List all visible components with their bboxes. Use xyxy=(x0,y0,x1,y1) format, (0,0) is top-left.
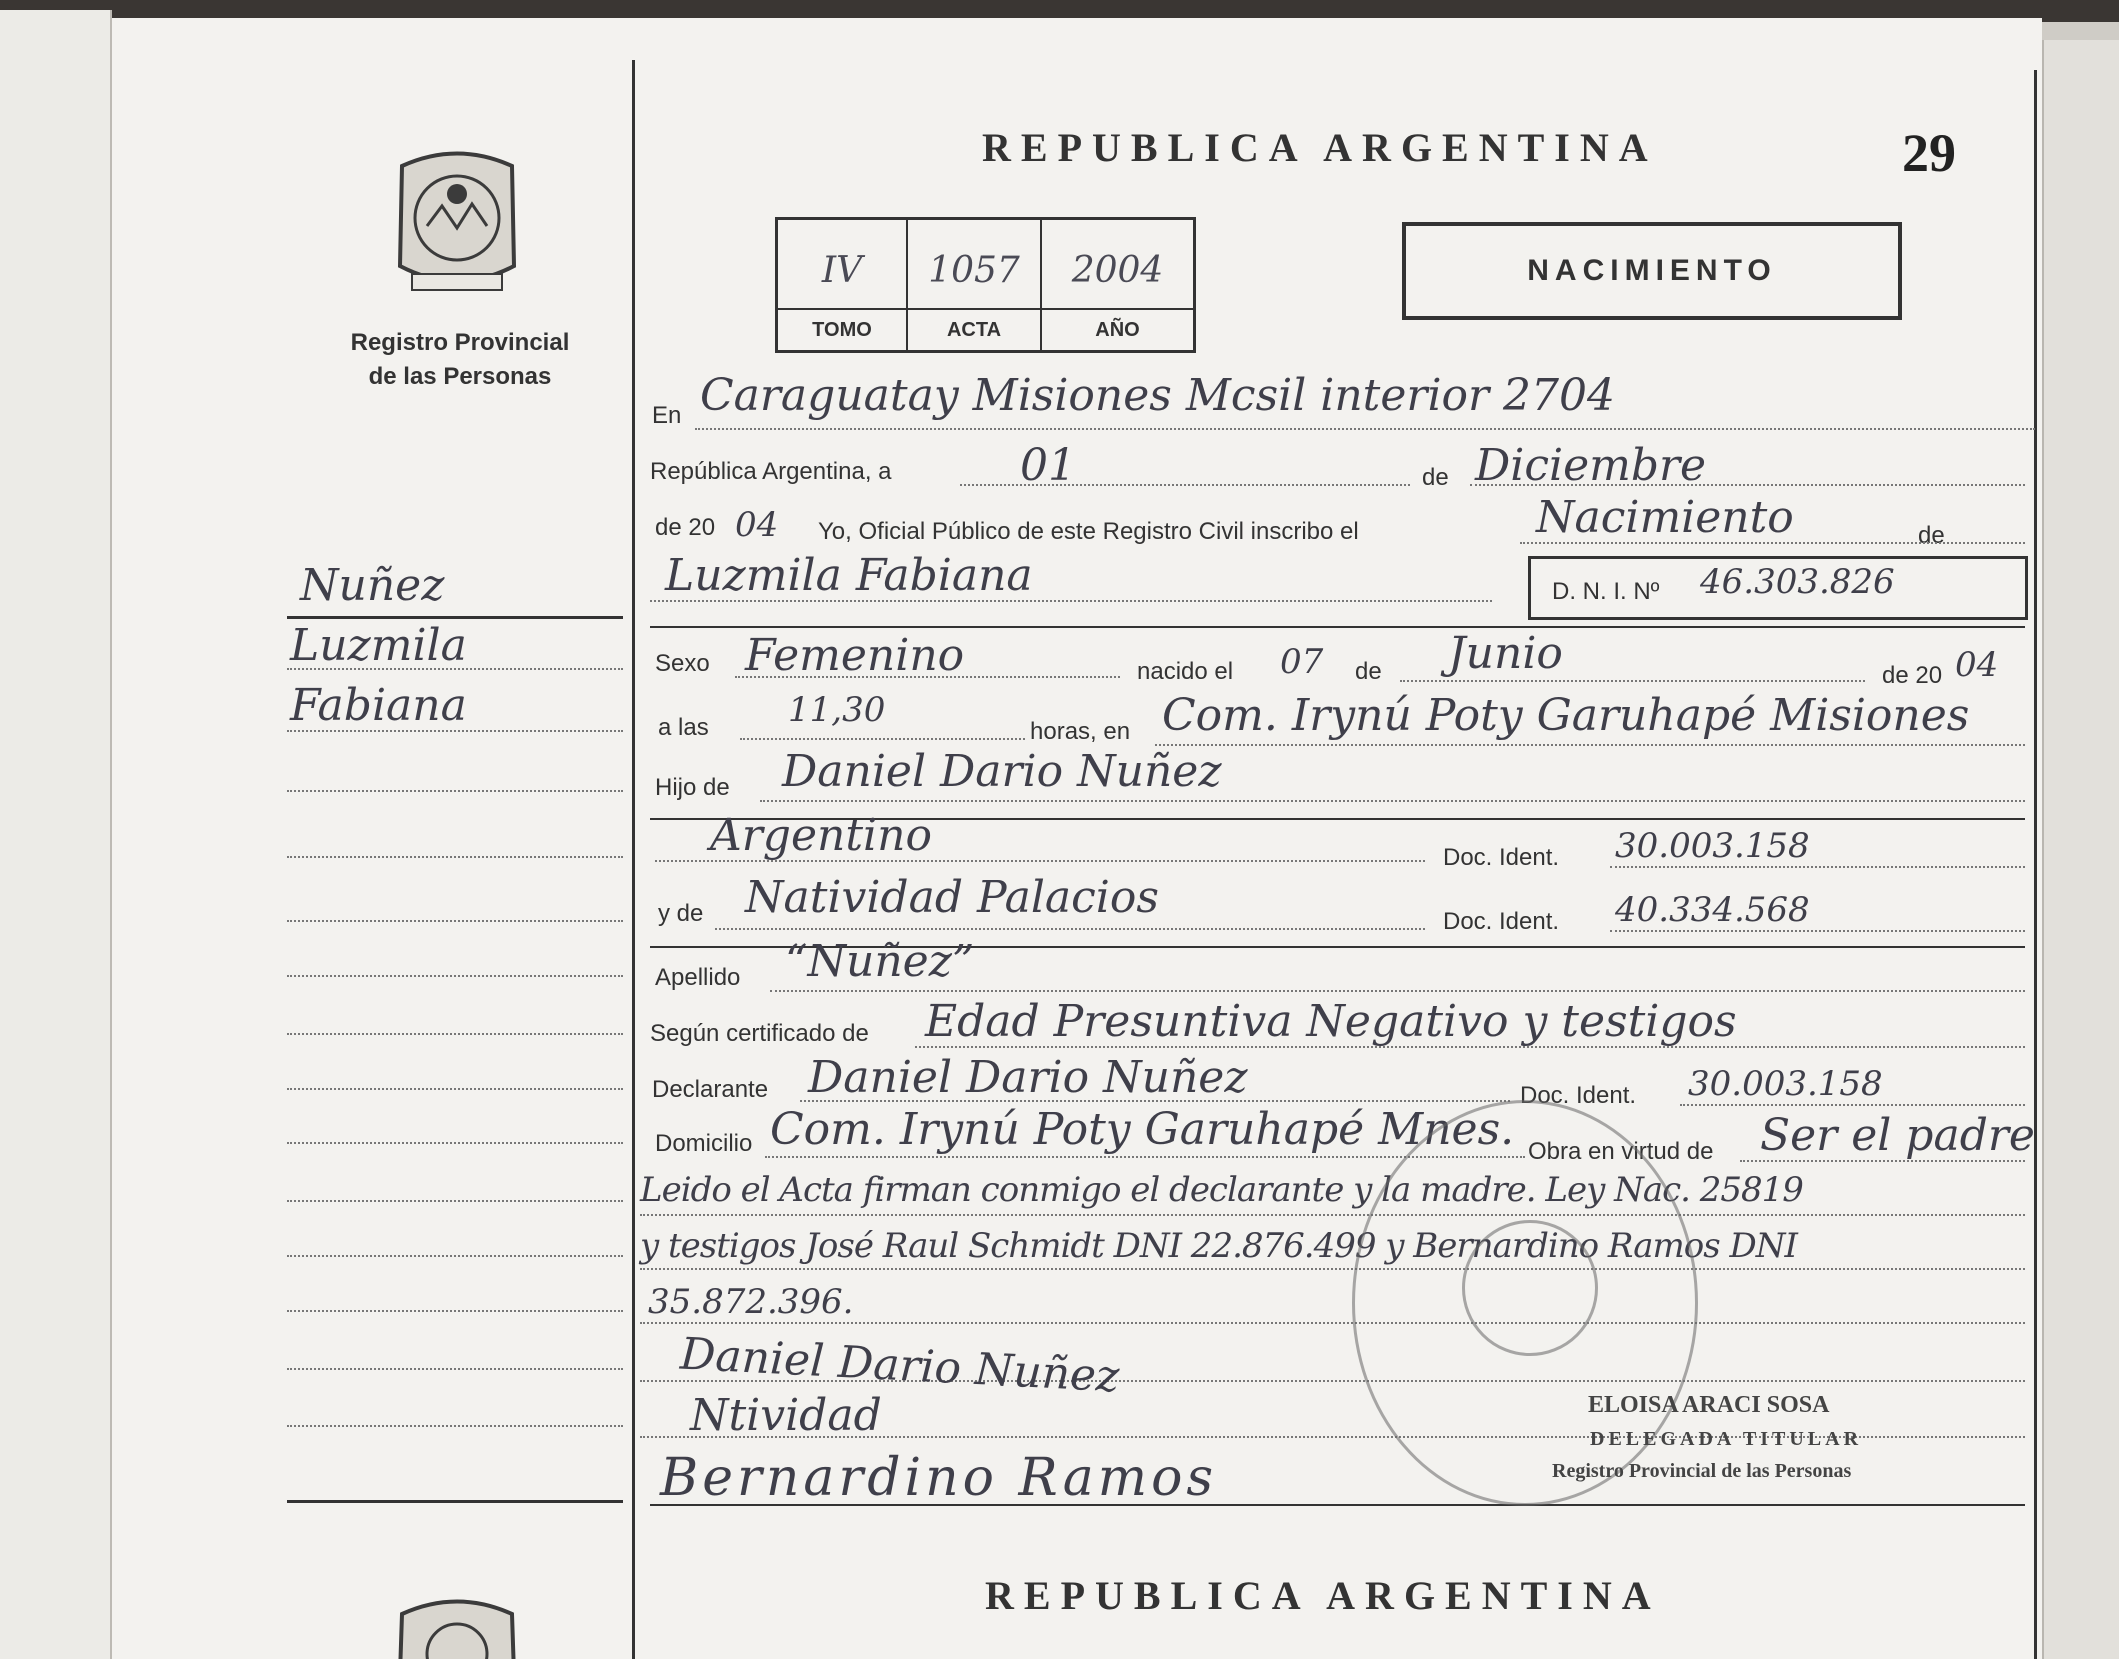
mother-name: Natividad Palacios xyxy=(745,872,1159,923)
apellido-label: Apellido xyxy=(655,964,741,991)
note-line-a: Leido el Acta firman conmigo el declarante y la madre. Ley Nac. 25819 xyxy=(640,1170,1803,1210)
signature-mother: Ntividad xyxy=(690,1390,882,1441)
note-rule-c xyxy=(640,1322,2025,1324)
mother-doc-line xyxy=(1610,930,2025,932)
hijo-label: Hijo de xyxy=(655,774,730,801)
record-type-box: NACIMIENTO xyxy=(1402,222,1902,320)
margin-line xyxy=(287,856,623,858)
domicilio-value: Com. Irynú Poty Garuhapé Mnes. xyxy=(770,1104,1515,1155)
registry-label xyxy=(330,326,590,394)
sexo-label: Sexo xyxy=(655,650,710,677)
apellido-value: “Nuñez” xyxy=(785,936,975,987)
official-office: Registro Provincial de las Personas xyxy=(1552,1460,1852,1482)
de3-label: de xyxy=(1355,658,1382,685)
yo-label: Yo, Oficial Público de este Registro Civil inscribo el xyxy=(818,518,1359,545)
margin-line xyxy=(287,668,623,670)
ano-cell xyxy=(1042,220,1193,350)
margin-line xyxy=(287,975,623,977)
previous-page-edge xyxy=(0,10,112,1659)
margin-line xyxy=(287,1142,623,1144)
mother-doc: 40.334.568 xyxy=(1615,890,1810,930)
father-line xyxy=(760,800,2025,802)
declarante-doc-line xyxy=(1680,1104,2025,1106)
de204-label: de 20 xyxy=(1882,662,1943,689)
official-role: DELEGADA TITULAR xyxy=(1590,1428,1863,1450)
note-line-c: 35.872.396. xyxy=(648,1282,854,1322)
en-value: Caraguatay Misiones Mcsil interior 2704 xyxy=(700,370,1615,421)
margin-line xyxy=(287,790,623,792)
birth-month: Junio xyxy=(1448,628,1563,679)
obra-label: Obra en virtud de xyxy=(1528,1138,1714,1165)
acta-cell xyxy=(908,220,1040,350)
margin-line xyxy=(287,1200,623,1202)
nacido-label: nacido el xyxy=(1137,658,1234,685)
margin-line xyxy=(287,920,623,922)
day-line xyxy=(960,484,1410,486)
margin-rule-bottom xyxy=(287,1500,623,1503)
margin-name2: Fabiana xyxy=(290,680,467,731)
obra-value: Ser el padre xyxy=(1760,1110,2035,1161)
province-seal-icon-bottom xyxy=(382,1594,532,1659)
tomo-value: IV xyxy=(821,250,863,291)
father-nationality: Argentino xyxy=(710,810,932,861)
mother-line xyxy=(715,928,1425,930)
domicilio-label: Domicilio xyxy=(655,1130,753,1157)
father-doc-line xyxy=(1610,866,2025,868)
declarante-line xyxy=(800,1100,1510,1102)
certificado-value: Edad Presuntiva Negativo y testigos xyxy=(925,996,1737,1047)
dni-label: D. N. I. Nº xyxy=(1552,578,1660,605)
alas-label: a las xyxy=(658,714,709,741)
column-divider-left xyxy=(632,60,635,1659)
acta-value: 1057 xyxy=(928,250,1020,291)
apellido-line xyxy=(770,990,2025,992)
sexo-value: Femenino xyxy=(745,630,965,681)
official-name: ELOISA ARACI SOSA xyxy=(1588,1392,1830,1418)
declarante-value: Daniel Dario Nuñez xyxy=(808,1052,1248,1103)
margin-line xyxy=(287,1088,623,1090)
place-value: Com. Irynú Poty Garuhapé Misiones xyxy=(1162,690,1970,741)
registry-stamp-inner xyxy=(1462,1220,1598,1356)
nat-line xyxy=(655,860,1425,862)
next-page-edge xyxy=(2042,40,2119,1659)
declarante-doc: 30.003.158 xyxy=(1688,1064,1883,1104)
birth-year-suffix: 04 xyxy=(1955,645,1999,685)
month-value: Diciembre xyxy=(1475,440,1707,491)
declarante-label: Declarante xyxy=(652,1076,769,1103)
page-title: REPUBLICA ARGENTINA xyxy=(982,125,1658,170)
section-rule xyxy=(650,626,2025,628)
tomo-label: TOMO xyxy=(812,319,872,341)
dni-value: 46.303.826 xyxy=(1700,562,1895,602)
margin-line xyxy=(287,730,623,732)
birth-day: 07 xyxy=(1280,642,1324,682)
year-suffix: 04 xyxy=(735,505,779,545)
de-label: de xyxy=(1422,464,1449,491)
ano-label: AÑO xyxy=(1095,319,1140,341)
margin-surname: Nuñez xyxy=(300,560,445,611)
margin-line xyxy=(287,1033,623,1035)
registry-label-line1: Registro Provincial xyxy=(350,329,570,356)
en-label: En xyxy=(652,402,682,429)
acta-reference-table xyxy=(775,217,1196,353)
republica-label: República Argentina, a xyxy=(650,458,892,485)
segun-label: Según certificado de xyxy=(650,1020,869,1047)
margin-line xyxy=(287,1425,623,1427)
horas-en-label: horas, en xyxy=(1030,718,1131,745)
signature-declarante: Daniel Dario Nuñez xyxy=(678,1328,1121,1403)
ano-value: 2004 xyxy=(1071,250,1164,291)
father-doc: 30.003.158 xyxy=(1615,826,1810,866)
yde-label: y de xyxy=(658,900,704,927)
doc-label-declarante: Doc. Ident. xyxy=(1520,1082,1637,1109)
margin-line xyxy=(287,1368,623,1370)
page-number: 29 xyxy=(1902,123,1956,183)
en-line xyxy=(695,428,2035,430)
doc-label-father: Doc. Ident. xyxy=(1443,844,1560,871)
hora-value: 11,30 xyxy=(788,690,886,730)
day-value: 01 xyxy=(1020,440,1076,491)
registry-label-line2: de las Personas xyxy=(368,363,552,390)
note-line-b: y testigos José Raul Schmidt DNI 22.876.499 y Bernardino Ramos DNI xyxy=(640,1226,1797,1266)
month-line xyxy=(1470,484,2025,486)
place-line xyxy=(1155,744,2025,746)
acta-label: ACTA xyxy=(946,319,1002,341)
hora-line xyxy=(740,738,1025,740)
doc-label-mother: Doc. Ident. xyxy=(1443,908,1560,935)
signature-witness: Bernardino Ramos xyxy=(660,1448,1218,1508)
margin-line xyxy=(287,1255,623,1257)
column-divider-right xyxy=(2034,70,2037,1659)
certificado-line xyxy=(915,1046,2025,1048)
margin-line xyxy=(287,1310,623,1312)
birth-month-line xyxy=(1400,680,1865,682)
note-rule-b xyxy=(640,1268,2025,1270)
tomo-cell xyxy=(778,220,906,350)
child-name: Luzmila Fabiana xyxy=(665,550,1033,601)
province-seal-icon xyxy=(382,146,532,302)
de2-label: de xyxy=(1918,522,1945,549)
event-value: Nacimiento xyxy=(1536,492,1794,543)
footer-title: REPUBLICA ARGENTINA xyxy=(985,1573,1661,1618)
obra-line xyxy=(1740,1160,2025,1162)
note-rule-a xyxy=(640,1214,2025,1216)
margin-rule xyxy=(287,616,623,619)
margin-name1: Luzmila xyxy=(290,620,467,671)
father-name: Daniel Dario Nuñez xyxy=(782,746,1222,797)
event-line xyxy=(1520,542,2025,544)
sexo-line xyxy=(735,676,1120,678)
child-name-line xyxy=(650,600,1492,602)
de20-label: de 20 xyxy=(655,514,716,541)
